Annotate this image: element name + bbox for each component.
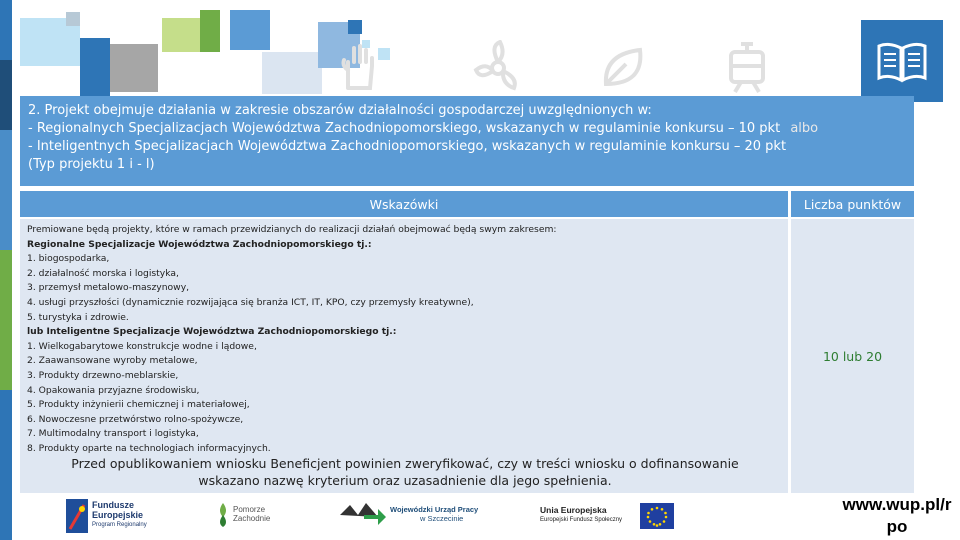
header-albo: albo [790,121,819,136]
tram-icon [725,42,769,94]
publication-note [30,455,780,489]
left-edge-stripe-5 [0,390,12,540]
header-line-2 [28,120,906,138]
fe-line-1: Fundusze [92,500,134,510]
hint-line-heading: Regionalne Specjalizacje Województwa Zachodniopomorskiego tj.: [27,238,372,250]
deco-square [80,38,110,96]
website-link[interactable] [833,494,960,538]
deco-square [66,12,80,26]
website-line-2: po [886,517,908,536]
logo-wup [340,497,480,535]
left-edge-stripe-4 [0,250,12,390]
header-line-1: 2. Projekt obejmuje działania w zakresie obszarów działalności gospodarczej uwzględnionych w: [28,103,652,118]
logo-unia-europejska [540,497,676,535]
points-value: 10 lub 20 [822,348,883,364]
header-line-2-text: - Regionalnych Specjalizacjach Województwa Zachodniopomorskiego, wskazanych w regulaminie konkursu – 10 pkt [28,121,781,136]
fan-icon [470,40,526,96]
ue-line-1: Unia Europejska [540,505,607,515]
deco-square [378,48,390,60]
column-header-points [791,191,914,217]
book-icon [861,20,943,102]
hint-line: 5. turystyka i zdrowie. [27,311,129,323]
note-line-2: wskazano nazwę kryterium oraz uzasadnienie dla jego spełnienia. [198,473,612,488]
logo-pomorze-zachodnie [215,497,285,535]
fe-line-3: Program Regionalny [92,522,147,528]
header-line-3: - Inteligentnych Specjalizacjach Województwa Zachodniopomorskiego, wskazanych w regulaminie konkursu – 20 pkt [28,139,787,154]
hint-line: 3. Produkty drzewno-meblarskie, [27,369,179,381]
hint-line: 3. przemysł metalowo-maszynowy, [27,282,190,294]
deco-square [348,20,362,34]
points-cell [791,219,914,493]
pomorze-line-2: Zachodnie [233,514,271,523]
header-line-4: (Typ projektu 1 i - l) [28,157,155,172]
column-header-points-label: Liczba punktów [803,196,902,212]
eu-flag-icon [640,503,674,529]
hint-line: 7. Multimodalny transport i logistyka, [27,428,199,440]
hint-line: 4. usługi przyszłości (dynamicznie rozwijająca się branża ICT, IT, KPO, czy przemysły kreatywne), [27,296,474,308]
left-edge-stripe-3 [0,130,12,250]
pomorze-icon [215,501,231,529]
note-line-1: Przed opublikowaniem wniosku Beneficjent powinien zweryfikować, czy w treści wniosku o dofinansowanie [71,456,739,471]
logo-fundusze-europejskie [66,497,176,535]
hint-line: 2. Zaawansowane wyroby metalowe, [27,355,198,367]
column-header-hints [20,191,788,217]
column-header-hints-label: Wskazówki [369,196,439,212]
fe-logo-icon [66,499,88,533]
hint-line: 5. Produkty inżynierii chemicznej i materiałowej, [27,399,250,411]
hint-line: 8. Produkty oparte na technologiach informacyjnych. [27,442,271,454]
pomorze-line-1: Pomorze [233,505,266,514]
deco-square [230,10,270,50]
deco-square [262,52,322,94]
hints-text [27,223,767,457]
hint-line: 1. Wielkogabarytowe konstrukcje wodne i lądowe, [27,340,257,352]
hint-line: 6. Nowoczesne przetwórstwo rolno-spożywcze, [27,413,244,425]
hint-line-heading: lub Inteligentne Specjalizacje Województwa Zachodniopomorskiego tj.: [27,326,397,338]
hint-line: 2. działalność morska i logistyka, [27,267,179,279]
deco-square [162,18,200,52]
hint-line: 1. biogospodarka, [27,253,110,265]
fe-line-2: Europejskie [92,510,144,520]
wup-icon [340,501,386,529]
hint-line: 4. Opakowania przyjazne środowisku, [27,384,200,396]
hint-line: Premiowane będą projekty, które w ramach przewidzianych do realizacji działań obejmować będą swym zakresem: [27,224,557,235]
hand-icon [340,40,376,90]
left-edge-stripe-2 [0,60,12,130]
wup-line-2: w Szczecinie [420,514,464,523]
website-line-1: www.wup.pl/r [842,495,952,514]
leaf-icon [600,44,646,90]
criterion-header [20,96,914,186]
left-edge-stripe-1 [0,0,12,60]
deco-square [200,10,220,52]
wup-line-1: Wojewódzki Urząd Pracy [390,505,479,514]
deco-square [110,44,158,92]
ue-line-2: Europejski Fundusz Społeczny [540,517,623,523]
